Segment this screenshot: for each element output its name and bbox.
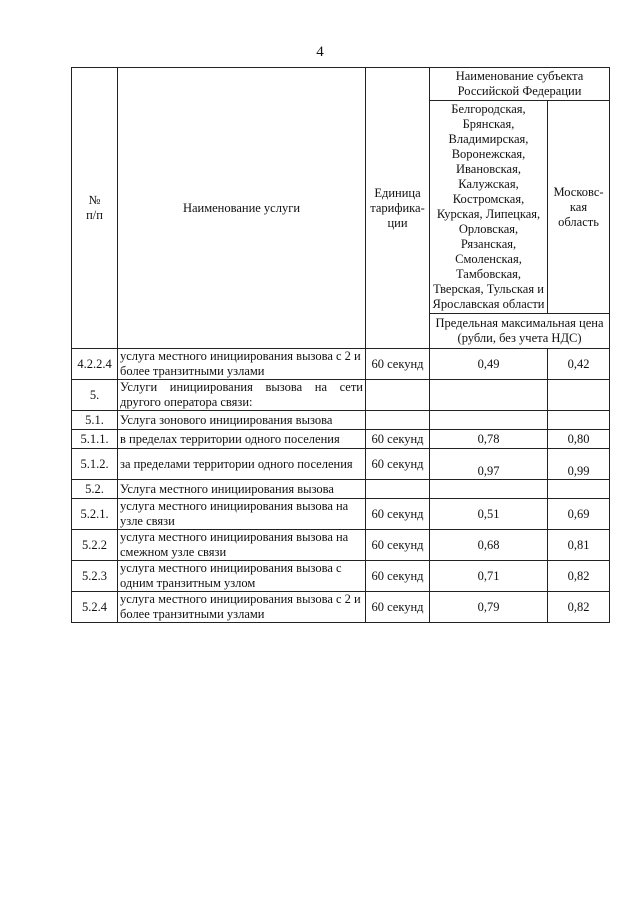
header-subject: Наименование субъекта Российской Федерации bbox=[430, 68, 610, 101]
row-unit: 60 секунд bbox=[366, 530, 430, 561]
row-number: 5.2. bbox=[72, 480, 118, 499]
row-price-regions: 0,51 bbox=[430, 499, 548, 530]
row-unit: 60 секунд bbox=[366, 349, 430, 380]
row-number: 5.1. bbox=[72, 411, 118, 430]
row-service: Услуга местного инициирования вызова bbox=[118, 480, 366, 499]
row-unit: 60 секунд bbox=[366, 499, 430, 530]
row-price-moscow: 0,82 bbox=[548, 592, 610, 623]
header-regions-group: Белгородская, Брянская, Владимирская, Воронежская, Ивановская, Калужская, Костромская, Курская, Липецкая, Орловская, Рязанская, Смоленская, Тамбовская, Тверская, Тульская и Ярославская области bbox=[430, 101, 548, 314]
row-price-moscow bbox=[548, 380, 610, 411]
row-number: 5.1.2. bbox=[72, 449, 118, 480]
row-unit: 60 секунд bbox=[366, 592, 430, 623]
header-price-note: Предельная максимальная цена (рубли, без учета НДС) bbox=[430, 314, 610, 349]
row-service: Услуги инициирования вызова на сети другого оператора связи: bbox=[118, 380, 366, 411]
row-price-regions: 0,49 bbox=[430, 349, 548, 380]
row-price-regions bbox=[430, 411, 548, 430]
table-row bbox=[72, 411, 610, 430]
header-service: Наименование услуги bbox=[118, 68, 366, 349]
row-service: за пределами территории одного поселения bbox=[118, 449, 366, 480]
row-service: услуга местного инициирования вызова на смежном узле связи bbox=[118, 530, 366, 561]
table-row bbox=[72, 499, 610, 530]
row-unit bbox=[366, 411, 430, 430]
row-number: 5.1.1. bbox=[72, 430, 118, 449]
row-number: 4.2.2.4 bbox=[72, 349, 118, 380]
row-service: услуга местного инициирования вызова с одним транзитным узлом bbox=[118, 561, 366, 592]
row-number: 5.2.2 bbox=[72, 530, 118, 561]
row-unit bbox=[366, 380, 430, 411]
table-row bbox=[72, 592, 610, 623]
row-price-moscow bbox=[548, 480, 610, 499]
table-row bbox=[72, 430, 610, 449]
row-price-regions: 0,71 bbox=[430, 561, 548, 592]
page-number: 4 bbox=[316, 44, 324, 60]
row-price-moscow: 0,81 bbox=[548, 530, 610, 561]
row-service: услуга местного инициирования вызова с 2 и более транзитными узлами bbox=[118, 592, 366, 623]
row-service: Услуга зонового инициирования вызова bbox=[118, 411, 366, 430]
header-number: № п/п bbox=[72, 68, 118, 349]
row-price-moscow: 0,80 bbox=[548, 430, 610, 449]
row-unit: 60 секунд bbox=[366, 561, 430, 592]
row-service: услуга местного инициирования вызова на узле связи bbox=[118, 499, 366, 530]
table-row bbox=[72, 449, 610, 480]
row-service: услуга местного инициирования вызова с 2 и более транзитными узлами bbox=[118, 349, 366, 380]
row-price-moscow bbox=[548, 411, 610, 430]
tariff-table bbox=[71, 67, 610, 623]
row-price-regions: 0,78 bbox=[430, 430, 548, 449]
row-unit bbox=[366, 480, 430, 499]
row-price-moscow: 0,69 bbox=[548, 499, 610, 530]
row-service: в пределах территории одного поселения bbox=[118, 430, 366, 449]
row-price-moscow: 0,82 bbox=[548, 561, 610, 592]
row-number: 5.2.3 bbox=[72, 561, 118, 592]
table-row bbox=[72, 480, 610, 499]
row-price-moscow: 0,42 bbox=[548, 349, 610, 380]
row-unit: 60 секунд bbox=[366, 430, 430, 449]
table-row bbox=[72, 561, 610, 592]
table-row bbox=[72, 380, 610, 411]
header-unit: Единица тарифика- ции bbox=[366, 68, 430, 349]
row-price-regions: 0,97 bbox=[430, 449, 548, 480]
header-moscow-region: Московс- кая область bbox=[548, 101, 610, 314]
row-price-regions bbox=[430, 480, 548, 499]
table-row bbox=[72, 530, 610, 561]
row-number: 5.2.1. bbox=[72, 499, 118, 530]
row-number: 5. bbox=[72, 380, 118, 411]
row-number: 5.2.4 bbox=[72, 592, 118, 623]
row-price-moscow: 0,99 bbox=[548, 449, 610, 480]
row-unit: 60 секунд bbox=[366, 449, 430, 480]
row-price-regions: 0,68 bbox=[430, 530, 548, 561]
row-price-regions bbox=[430, 380, 548, 411]
row-price-regions: 0,79 bbox=[430, 592, 548, 623]
table-row bbox=[72, 349, 610, 380]
